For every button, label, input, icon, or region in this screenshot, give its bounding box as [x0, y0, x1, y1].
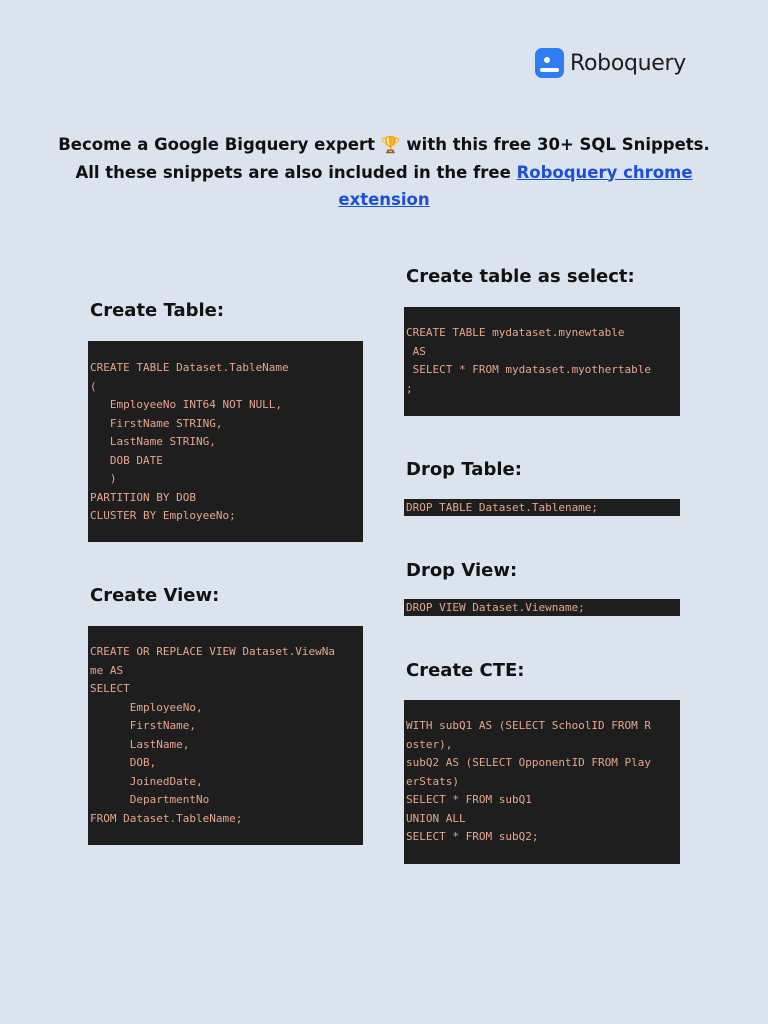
trophy-icon: 🏆	[380, 135, 401, 154]
create-table-as-select-code: CREATE TABLE mydataset.mynewtable AS SELECT * FROM mydataset.myothertable ;	[404, 307, 680, 416]
intro-line2: All these snippets are also included in the free	[75, 162, 511, 182]
intro-line1: Become a Google Bigquery expert	[58, 135, 375, 154]
roboquery-extension-link-cont[interactable]: extension	[338, 190, 430, 209]
brand-name: Roboquery	[570, 50, 686, 76]
brand-logo	[535, 48, 686, 78]
roboquery-extension-link[interactable]: Roboquery chrome	[516, 162, 693, 182]
drop-view-heading: Drop View:	[406, 560, 518, 581]
drop-table-heading: Drop Table:	[406, 459, 522, 480]
intro-line1-end: with this free 30+ SQL Snippets.	[406, 135, 710, 154]
create-view-code: CREATE OR REPLACE VIEW Dataset.ViewNa me AS SELECT EmployeeNo, FirstName, LastName, DOB, JoinedDate, DepartmentNo FROM Dataset.TableName;	[88, 626, 363, 845]
intro-text	[0, 131, 768, 214]
create-table-as-select-heading: Create table as select:	[406, 266, 635, 287]
create-table-heading: Create Table:	[90, 300, 225, 321]
robot-face-icon	[535, 48, 564, 78]
create-cte-code: WITH subQ1 AS (SELECT SchoolID FROM R oster), subQ2 AS (SELECT OpponentID FROM Play erStats) SELECT * FROM subQ1 UNION ALL SELECT * FROM subQ2;	[404, 700, 680, 864]
drop-view-code: DROP VIEW Dataset.Viewname;	[404, 599, 680, 616]
create-table-code: CREATE TABLE Dataset.TableName ( EmployeeNo INT64 NOT NULL, FirstName STRING, LastName STRING, DOB DATE ) PARTITION BY DOB CLUSTER BY EmployeeNo;	[88, 341, 363, 542]
create-cte-heading: Create CTE:	[406, 660, 525, 681]
create-view-heading: Create View:	[90, 585, 220, 606]
drop-table-code: DROP TABLE Dataset.Tablename;	[404, 499, 680, 516]
